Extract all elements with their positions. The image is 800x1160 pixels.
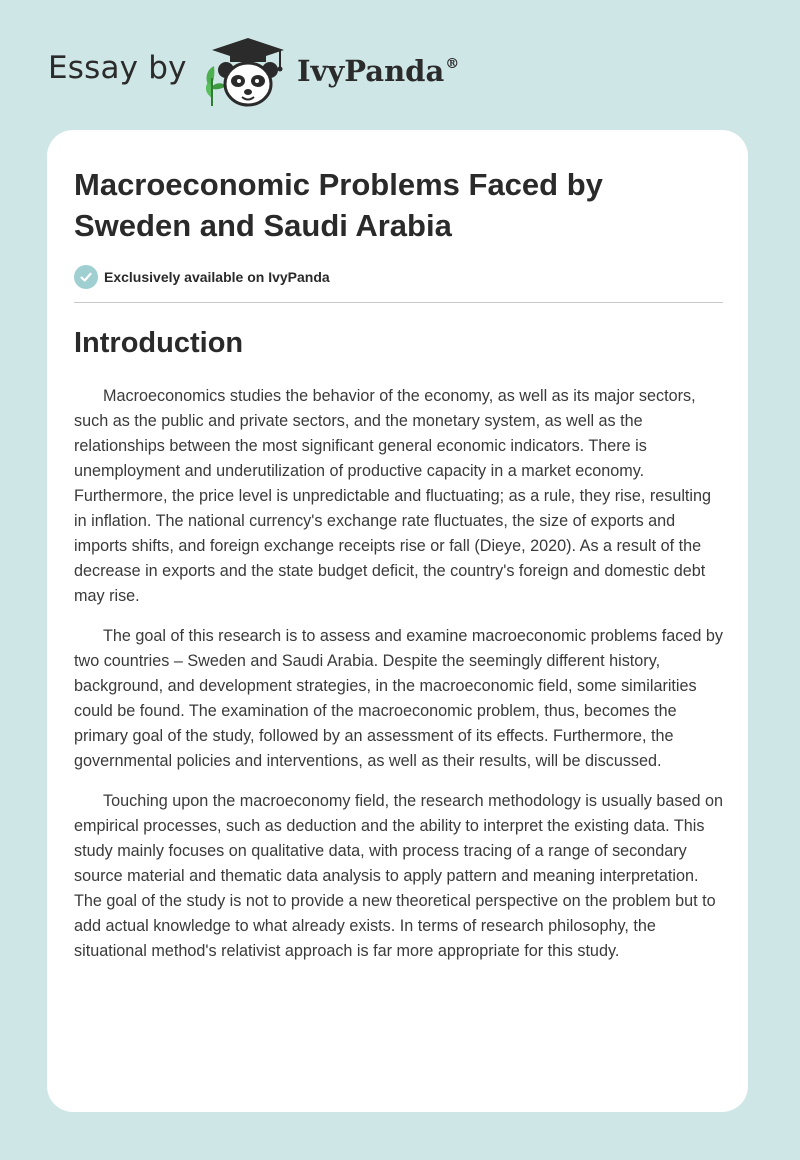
- brand-logo-text[interactable]: [297, 54, 459, 88]
- brand-name: IvyPanda: [297, 54, 445, 88]
- site-header: [0, 0, 800, 120]
- body-paragraph: The goal of this research is to assess and examine macroeconomic problems faced by two countries – Sweden and Saudi Arabia. Despite the seemingly different history, background, and development strategies, in the macroeconomic field, some similarities could be found. The examination of the macroeconomic problem, thus, becomes the primary goal of the study, followed by an assessment of its effects. Furthermore, the governmental policies and interventions, as well as their results, will be discussed.: [74, 627, 723, 770]
- essay-title: Macroeconomic Problems Faced by Sweden and Saudi Arabia: [74, 167, 603, 243]
- body-paragraph: Macroeconomics studies the behavior of the economy, as well as its major sectors, such as the public and private sectors, and the monetary system, as well as the relationships between the most significant general economic indicators. There is unemployment and underutilization of productive capacity in a market economy. Furthermore, the price level is unpredictable and fluctuating; as a rule, they rise, resulting in inflation. The national currency's exchange rate fluctuates, the size of exports and imports shifts, and foreign exchange receipts rise or fall (Dieye, 2020). As a result of the decrease in exports and the state budget deficit, the country's foreign and domestic debt may rise.: [74, 387, 712, 605]
- exclusive-label: Exclusively available on IvyPanda: [104, 269, 330, 285]
- check-icon: [74, 265, 98, 289]
- essay-body: [74, 384, 726, 979]
- panda-graduate-icon[interactable]: [200, 36, 290, 110]
- essay-card: [47, 130, 748, 1112]
- essay-by-label: Essay by: [48, 50, 187, 86]
- section-heading-introduction: Introduction: [74, 327, 244, 359]
- divider: [74, 302, 723, 303]
- exclusive-badge: [74, 264, 330, 290]
- body-paragraph: Touching upon the macroeconomy field, the research methodology is usually based on empirical processes, such as deduction and the ability to interpret the existing data. This study mainly focuses on qualitative data, with process tracing of a range of secondary source material and thematic data analysis to apply pattern and meaning interpretation. The goal of the study is not to provide a new theoretical perspective on the problem but to add actual knowledge to what already exists. In terms of research philosophy, the situational method's relativist approach is far more appropriate for this study.: [74, 792, 723, 960]
- registered-mark: ®: [445, 56, 460, 72]
